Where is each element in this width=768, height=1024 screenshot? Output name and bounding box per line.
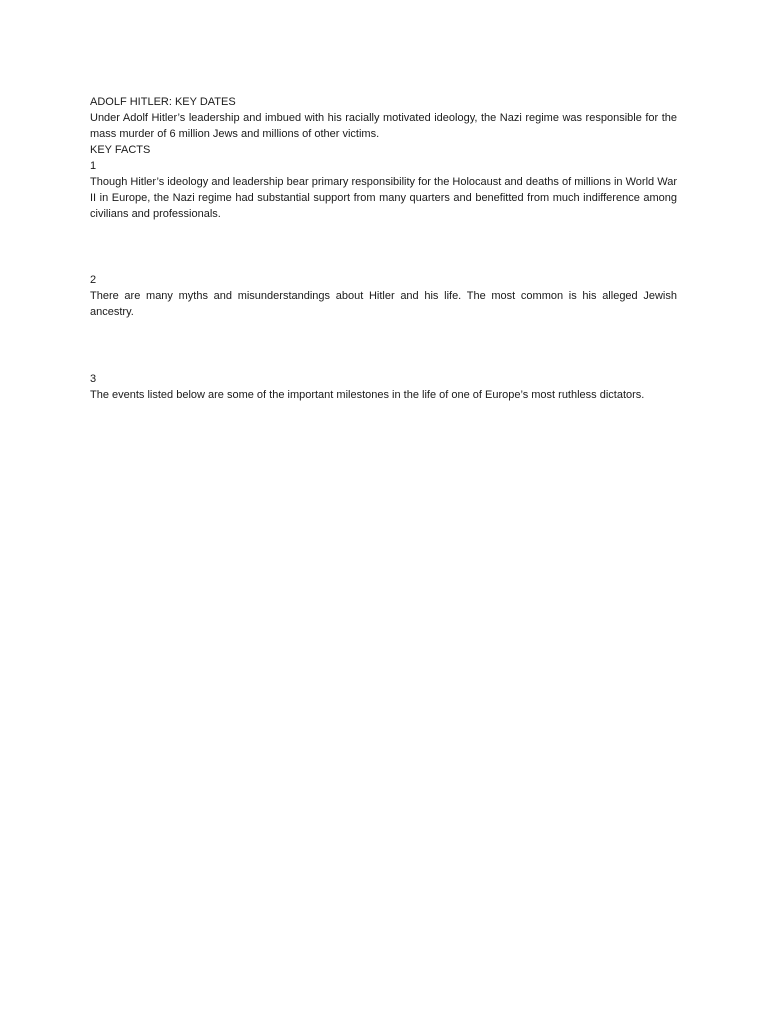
fact-number: 1 xyxy=(90,160,97,172)
key-facts-heading: KEY FACTS xyxy=(90,144,151,156)
fact-text: The events listed below are some of the important milestones in the life of one of Europe’s most ruthless dictators. xyxy=(90,389,645,401)
document-title: ADOLF HITLER: KEY DATES xyxy=(90,96,236,108)
fact-number: 2 xyxy=(90,274,97,286)
document-page xyxy=(90,94,677,403)
fact-text: There are many myths and misunderstandings about Hitler and his life. The most common is his alleged Jewish ancestry. xyxy=(90,290,677,318)
fact-number: 3 xyxy=(90,373,97,385)
intro-paragraph: Under Adolf Hitler’s leadership and imbued with his racially motivated ideology, the Nazi regime was responsible for the mass murder of 6 million Jews and millions of other victims. xyxy=(90,112,677,140)
fact-text: Though Hitler’s ideology and leadership bear primary responsibility for the Holocaust and deaths of millions in World War II in Europe, the Nazi regime had substantial support from many quarters and benefitted from much indifference among civilians and professionals. xyxy=(90,176,677,220)
